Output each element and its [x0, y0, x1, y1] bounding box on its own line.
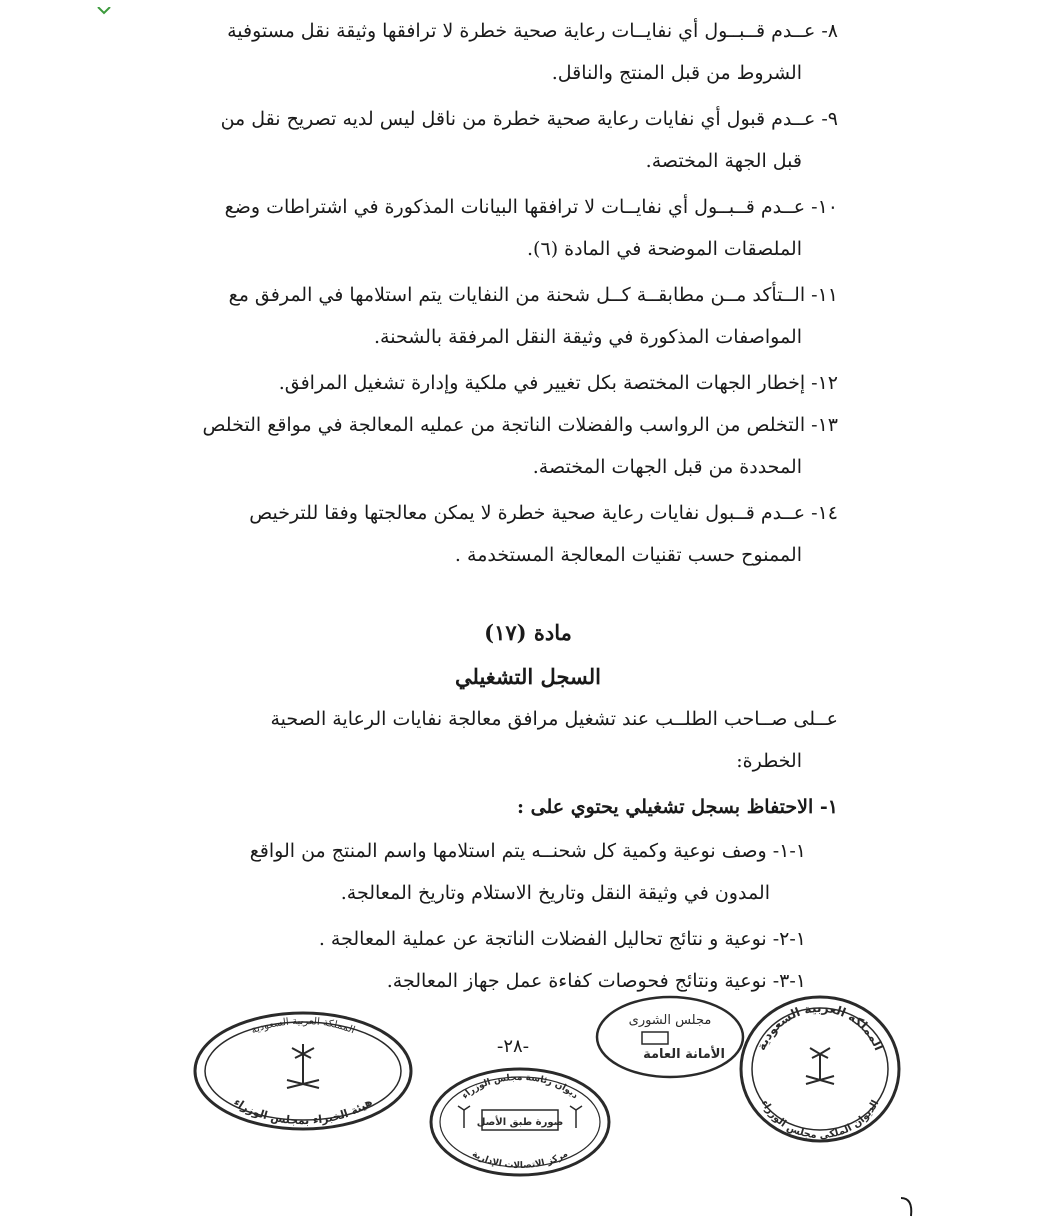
sub-point-line: ١-١- وصف نوعية وكمية كل شحنــه يتم استلامها واسم المنتج من الواقع [249, 840, 806, 862]
clause-8 [210, 10, 838, 94]
palm-emblem-icon [287, 1044, 319, 1088]
svg-text:المملكة العربية السعودية [250, 1016, 357, 1036]
clause-line: المواصفات المذكورة في وثيقة النقل المرفقة بالشحنة. [374, 326, 802, 348]
clause-10 [210, 186, 838, 270]
svg-text:المملكة العربية السعودية [754, 1001, 886, 1053]
stamp-right-bottom-text: الديوان الملكي مجلس الوزراء [758, 1098, 882, 1142]
clause-line: ١٠- عــدم قــبــول أي نفايــات لا ترافقها البيانات المذكورة في اشتراطات وضع [224, 196, 838, 218]
clause-line: قبل الجهة المختصة. [645, 150, 802, 172]
clause-line: الملصقات الموضحة في المادة (٦). [527, 238, 802, 260]
sub-point-1-2 [206, 918, 806, 960]
stamp-center-upper [594, 994, 746, 1080]
corner-mark [897, 1196, 917, 1218]
sub-point-line: ١-٢- نوعية و نتائج تحاليل الفضلات الناتجة عن عملية المعالجة . [318, 928, 806, 950]
svg-text:الديوان الملكي مجلس الوزراء [759, 1098, 882, 1141]
svg-text:ديوان رئاسة مجلس الوزراء [460, 1073, 580, 1102]
stamp-center-lower-top-text: ديوان رئاسة مجلس الوزراء [460, 1072, 580, 1102]
intro-line: الخطرة: [736, 750, 802, 772]
palm-emblem-icon [806, 1048, 834, 1084]
point-1 [210, 786, 838, 828]
sub-point-1-1 [206, 830, 806, 914]
stamp-center-upper-bottom-text: الأمانة العامة [643, 1047, 725, 1062]
article-title: مادة (١٧) [484, 620, 572, 645]
point-line: ١- الاحتفاظ بسجل تشغيلي يحتوي على : [517, 796, 838, 818]
article-heading: السجل التشغيلي [455, 664, 601, 689]
building-emblem-icon [642, 1032, 668, 1044]
clause-line: ١١- الــتأكد مــن مطابقــة كــل شحنة من النفايات يتم استلامها في المرفق مع [228, 284, 838, 306]
clause-line: ١٢- إخطار الجهات المختصة بكل تغيير في ملكية وإدارة تشغيل المرافق. [278, 372, 838, 394]
stamp-right [738, 994, 902, 1144]
stamp-center-lower-middle-text: صورة طبق الأصل [476, 1117, 564, 1128]
top-corner-mark [96, 0, 112, 8]
stamp-left-bottom-text: هيئة الخبراء بمجلس الوزراء [231, 1095, 375, 1128]
clause-line: ١٣- التخلص من الرواسب والفضلات الناتجة من عمليه المعالجة في مواقع التخلص [202, 414, 838, 436]
clause-line: ٩- عــدم قبول أي نفايات رعاية صحية خطرة من ناقل ليس لديه تصريح نقل من [220, 108, 838, 130]
clause-line: المحددة من قبل الجهات المختصة. [532, 456, 802, 478]
clause-13 [202, 404, 838, 488]
stamp-center-lower [428, 1066, 612, 1178]
intro-line: عــلى صــاحب الطلــب عند تشغيل مرافق معالجة نفايات الرعاية الصحية [270, 708, 838, 730]
stamp-left [192, 1010, 414, 1132]
stamp-left-top-text: المملكة العربية السعودية [249, 1015, 357, 1037]
clause-line: الممنوح حسب تقنيات المعالجة المستخدمة . [454, 544, 802, 566]
page-number: -٢٨- [496, 1036, 530, 1057]
article-intro [210, 698, 838, 782]
sub-point-line: ١-٣- نوعية ونتائج فحوصات كفاءة عمل جهاز المعالجة. [386, 970, 806, 992]
clause-9 [210, 98, 838, 182]
clause-line: الشروط من قبل المنتج والناقل. [551, 62, 802, 84]
stamp-right-top-text: المملكة العربية السعودية [754, 1000, 887, 1053]
clause-line: ٨- عــدم قــبــول أي نفايــات رعاية صحية خطرة لا ترافقها وثيقة نقل مستوفية [227, 20, 838, 42]
stamp-center-upper-top-text: مجلس الشورى [628, 1013, 712, 1028]
svg-text:مركز الاتصالات الإدارية [470, 1149, 570, 1171]
clause-12 [210, 362, 838, 404]
clause-14 [210, 492, 838, 576]
clause-line: ١٤- عــدم قــبول نفايات رعاية صحية خطرة لا يمكن معالجتها وفقا للترخيص [249, 502, 838, 524]
clause-11 [210, 274, 838, 358]
stamp-center-lower-bottom-text: مركز الاتصالات الإدارية [470, 1149, 570, 1172]
sub-point-line: المدون في وثيقة النقل وتاريخ الاستلام وتاريخ المعالجة. [340, 882, 770, 904]
